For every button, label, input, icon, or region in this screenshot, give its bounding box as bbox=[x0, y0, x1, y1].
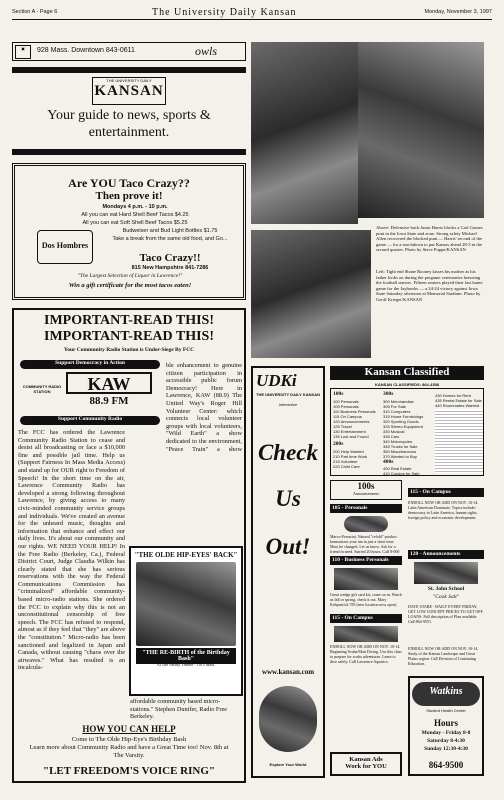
owls-script: owls bbox=[195, 44, 218, 58]
udki-sub: THE UNIVERSITY DAILY KANSAN bbox=[256, 392, 320, 397]
classified-section bbox=[330, 366, 484, 778]
masthead: The University Daily Kansan bbox=[152, 7, 297, 18]
heading-115: 115 - On Campus bbox=[330, 614, 402, 623]
announcements-header: 100s Announcements bbox=[330, 480, 402, 500]
taco-ad bbox=[12, 163, 246, 300]
watkins-ad bbox=[408, 676, 484, 776]
hours-saturday: Saturday 8-4:30 bbox=[427, 738, 465, 744]
radio-body-col1: The FCC has ordered the Lawrence Community Radio Station to cease and desist all broadcasting or face a $10,000 fine and possible jail time. Help us (Support Fairness In Mass Media Access) and stand up for OUR right to Freedom of Speech! In the short time on the air, Lawrence Community Radio has developed a strong following throughout Lawrence, by giving access to many civic-minded community service groups and individuals. We've created an avenue for the unheard music, thoughts and information that enhance and effect our daily lives. It's about our community and our rights. WE NEED YOUR HELP! In the Free Radio (Berkeley, Ca.), Federal District Court, Judge Claudia Wilkin has clearly stated that she has serious reservations with the way the Federal Communications Commission has "criminalized" affordable community-based micro-radio stations. She ordered the FCC to explain why this is not an unconstitutional censorship of free speech. The FCC has refused to respond, almost as if they feel that "they" are above the "constitution." Micro-radio has been sanctioned and legalized in Japan and Canada, without causing "chaos over the airwaves." What has resulted is an incalcula- bbox=[18, 429, 125, 672]
heading-120: 120 - Announcements bbox=[408, 550, 484, 559]
pearls: "Cook Salt" bbox=[432, 594, 460, 600]
taco-hours: Mondays 4 p.m. - 10 p.m. bbox=[102, 204, 168, 210]
taco-line-2: All you can eat Soft Shell Beef Tacos $5.25 bbox=[82, 220, 188, 226]
support-banner-2: Support Community Radio bbox=[20, 416, 160, 425]
bar-address: 928 Mass. Downtown 843-0611 bbox=[37, 47, 135, 54]
body-a: Marco-Ferrarini, Natural "refold" product harmonizes your tan in just a short time. Must be changed. Let us know. Ask for a friend in need. Started 20 hours. Call 8-000 bbox=[330, 534, 400, 554]
index-col3: 430 Homes for Rent 435 Rental Estate for Sale 440 Roommates Wanted bbox=[435, 393, 482, 408]
watkins-logo: Watkins bbox=[412, 682, 480, 706]
poster-subtitle: "THE RE-BIRTH of the Birthday Bash" bbox=[136, 648, 236, 664]
poster-title: "THE OLDE HIP-EYES' BACK" bbox=[134, 551, 238, 559]
kansan-ad bbox=[12, 67, 246, 155]
radio-slogan: "LET FREEDOM'S VOICE RING" bbox=[42, 765, 216, 777]
heading-105: 105 - Personals bbox=[330, 504, 402, 513]
dos-hombres-logo: Dos Hombres bbox=[37, 230, 93, 264]
senior-day-photo bbox=[251, 230, 371, 358]
kansan-ads-box: Kansan Ads Work for YOU bbox=[330, 752, 402, 776]
radio-body-col2: ble enhancement to genuine citizen participation in accessible public forum Democracy! Here in Lawrence, KAW (88.9) The United Way's Roger Hill Volunteer Center: which connects local volunteer groups with local volunteers, "Wild Earth" a show dedicated to the environment, "Peace Train" a show bbox=[166, 362, 242, 452]
radio-title-1: IMPORTANT-READ THIS! bbox=[44, 313, 214, 328]
radio-body-col2b bbox=[130, 452, 242, 548]
hours-sunday: Sunday 12:30-4:30 bbox=[424, 746, 468, 752]
football-photo-right bbox=[358, 42, 484, 218]
howto-heading: HOW YOU CAN HELP bbox=[82, 724, 176, 734]
poster-venue: At The Varsity Theater - 1015 Mass. bbox=[156, 662, 216, 667]
body-b: Great wedge gift card kit, come on in. Watch as fall or spring, check it out. Mary Kirkpatrick 785 (new location now open). bbox=[330, 592, 402, 607]
campus-art bbox=[334, 626, 398, 642]
heading-110: 110 - Business Personals bbox=[330, 556, 402, 565]
kaw-logo: COMMUNITY RADIO STATION KAW 88.9 FM bbox=[22, 370, 162, 414]
business-art bbox=[334, 568, 398, 590]
index-col2b: 400 Real Estate 410 Condos for Sale bbox=[383, 466, 420, 476]
kansan-logo: THE UNIVERSITY DAILY KANSAN bbox=[92, 77, 166, 105]
index-col1: 100 Personals 105 Personals 110 Business Personals 115 On Campus 120 Announcements 125 Travel 130 Entertainment 135 Lost and Found bbox=[333, 399, 376, 439]
us-text: Us bbox=[275, 486, 301, 511]
announcement-art bbox=[414, 562, 478, 584]
bar-logo: ▣ bbox=[15, 45, 31, 59]
date: Monday, November 3, 1997 bbox=[424, 9, 492, 15]
classified-sub: KANSAN CLASSIFIEDS: 864-4358 bbox=[374, 382, 440, 387]
radio-sub: Your Community Radio Station is Under-Siege By FCC bbox=[63, 347, 195, 353]
taco-crazy: Taco Crazy!! bbox=[139, 252, 201, 264]
globe-image bbox=[259, 686, 317, 752]
udki-url: www.kansan.com bbox=[261, 668, 315, 676]
taco-headline: Are YOU Taco Crazy?? bbox=[68, 176, 190, 190]
body-f: ENROLL NOW OR ADD ON NOV. 10-14. Study of the Kansas Landscape and Great Plains region. Call Division of Continuing Education. bbox=[408, 646, 479, 666]
udki-ad bbox=[251, 366, 325, 778]
poster-image bbox=[136, 562, 236, 646]
taco-address: 815 New Hampshire 841-7286 bbox=[131, 265, 209, 271]
classified-index: 100s 100 Personals 105 Personals 110 Business Personals 115 On Campus 120 Announcements 125 Travel 130 Entertainment 135 Lost and Found 200s 200 Help Wanted 210 Part time Work 215 Volunteer 220 Child Care 300s 300 Merchandise 305 For Sale 310 Computers 315 Home Furnishings 320 Sporting Goods 325 Stereo Equipment 330 Musical 335 Cars 340 Motorcycles 345 Trucks for Sale 350 Miscellaneous 370 Wanted to Buy 400s 400 Real Estate 410 Condos for Sale 430 Homes for Rent 435 Rental Estate for Sale 440 Roommates Wanted bbox=[330, 388, 484, 476]
caption-bottom: Left: Tight end Shane Rooney kisses his mother as his father looks on during the pregame ceremonies honoring the football seniors. Fifteen seniors played their last home game for the Jayhawks — a 34-24 victory against Iowa State Saturday afternoon at Memorial Stadium. Photo by Geoff Krieger/KANSAN bbox=[376, 269, 483, 302]
heading-115b: 115 - On Campus bbox=[408, 488, 484, 497]
watkins-phone: 864-9500 bbox=[428, 760, 464, 770]
st-john: St. John School bbox=[427, 586, 465, 592]
globe-caption: Explore Your World bbox=[269, 762, 307, 767]
bar-ad bbox=[12, 42, 246, 61]
classified-title: Kansan Classified bbox=[330, 366, 484, 380]
taco-gift: Win a gift certificate for the most tacos eaten! bbox=[68, 282, 192, 289]
hours-title: Hours bbox=[433, 718, 458, 728]
body-c: ENROLL NOW OR ADD ON NOV. 10-14. Beginning Scuba/Skin Diving. Use this class to prepare for scuba adventures. Learn to dive safely. Call Lawrence Aquatics. bbox=[330, 644, 402, 664]
taco-slogan: "The Largest Selection of Liquor in Lawrence!" bbox=[77, 273, 183, 279]
body-e: DAVE STARE - DAILY EVERY FRIDAY, GET LOW CONCEPT PRICES TO GET OFF LOANS. Full description of Plan available. Call 864-9551. bbox=[408, 604, 483, 624]
udki-sub2: interactive bbox=[278, 402, 298, 407]
index-col2: 300 Merchandise 305 For Sale 310 Computers 315 Home Furnishings 320 Sporting Goods 325 Stereo Equipment 330 Musical 335 Cars 340 Motorcycles 345 Trucks for Sale 350 Miscellaneous 370 Wanted to Buy bbox=[383, 399, 424, 459]
page-header bbox=[12, 6, 492, 20]
taco-line-3: Budweiser and Bud Light Bottles $1.75 bbox=[122, 228, 218, 234]
football-photo-left bbox=[251, 42, 358, 224]
taco-line-1: All you can eat Hard Shell Beef Tacos $4.25 bbox=[81, 212, 189, 218]
hours-weekday: Monday - Friday 8-8 bbox=[421, 730, 471, 736]
out-text: Out! bbox=[265, 534, 311, 559]
kansan-tagline: Your guide to news, sports & entertainment. bbox=[47, 108, 211, 140]
support-banner-1: Support Democracy in Action bbox=[20, 360, 160, 369]
taco-subhead: Then prove it! bbox=[95, 190, 163, 202]
radio-body-col2c: affordable community based micro-stations." Stephen Dunifer, Radio Free Berkeley. bbox=[130, 698, 228, 721]
udki-logo: UDKi bbox=[256, 371, 297, 390]
index-fine-print bbox=[435, 409, 483, 473]
hearts-art bbox=[344, 516, 388, 532]
index-col1b: 200 Help Wanted 210 Part time Work 215 Volunteer 220 Child Care bbox=[333, 449, 368, 469]
body-d: ENROLL NOW OR ADD ON NOV. 10-14. Latin American Dominate. Topics include: democracy in Latin America, human rights, foreign policy and economic development. bbox=[408, 500, 479, 520]
caption-top: Above: Defensive back Jason Harris blocks a Carl Gomes punt in the Iowa State and zone. Strong safety Michael Allen recovered the blocked punt — Harris' second of the game — for a touchdown to put Kansas ahead 28-3 in the second quarter. Photo by Steve Puppe/KANSAN bbox=[376, 225, 483, 253]
radio-title-2: IMPORTANT-READ THIS! bbox=[44, 329, 214, 344]
howto-body: Come to The Olde Hip-Eye's Birthday Bash Learn more about Community Radio and have a Great Time too! Nov. 8th at The Varsity. bbox=[29, 736, 229, 759]
radio-ad bbox=[12, 308, 246, 783]
taco-line-4: Take a break from the same old food, and Go... bbox=[112, 236, 228, 242]
watkins-sub: Student Health Center bbox=[426, 708, 466, 713]
birthday-poster bbox=[129, 546, 243, 696]
check-text: Check bbox=[257, 440, 319, 465]
section-label: Section A - Page 6 bbox=[12, 9, 58, 15]
